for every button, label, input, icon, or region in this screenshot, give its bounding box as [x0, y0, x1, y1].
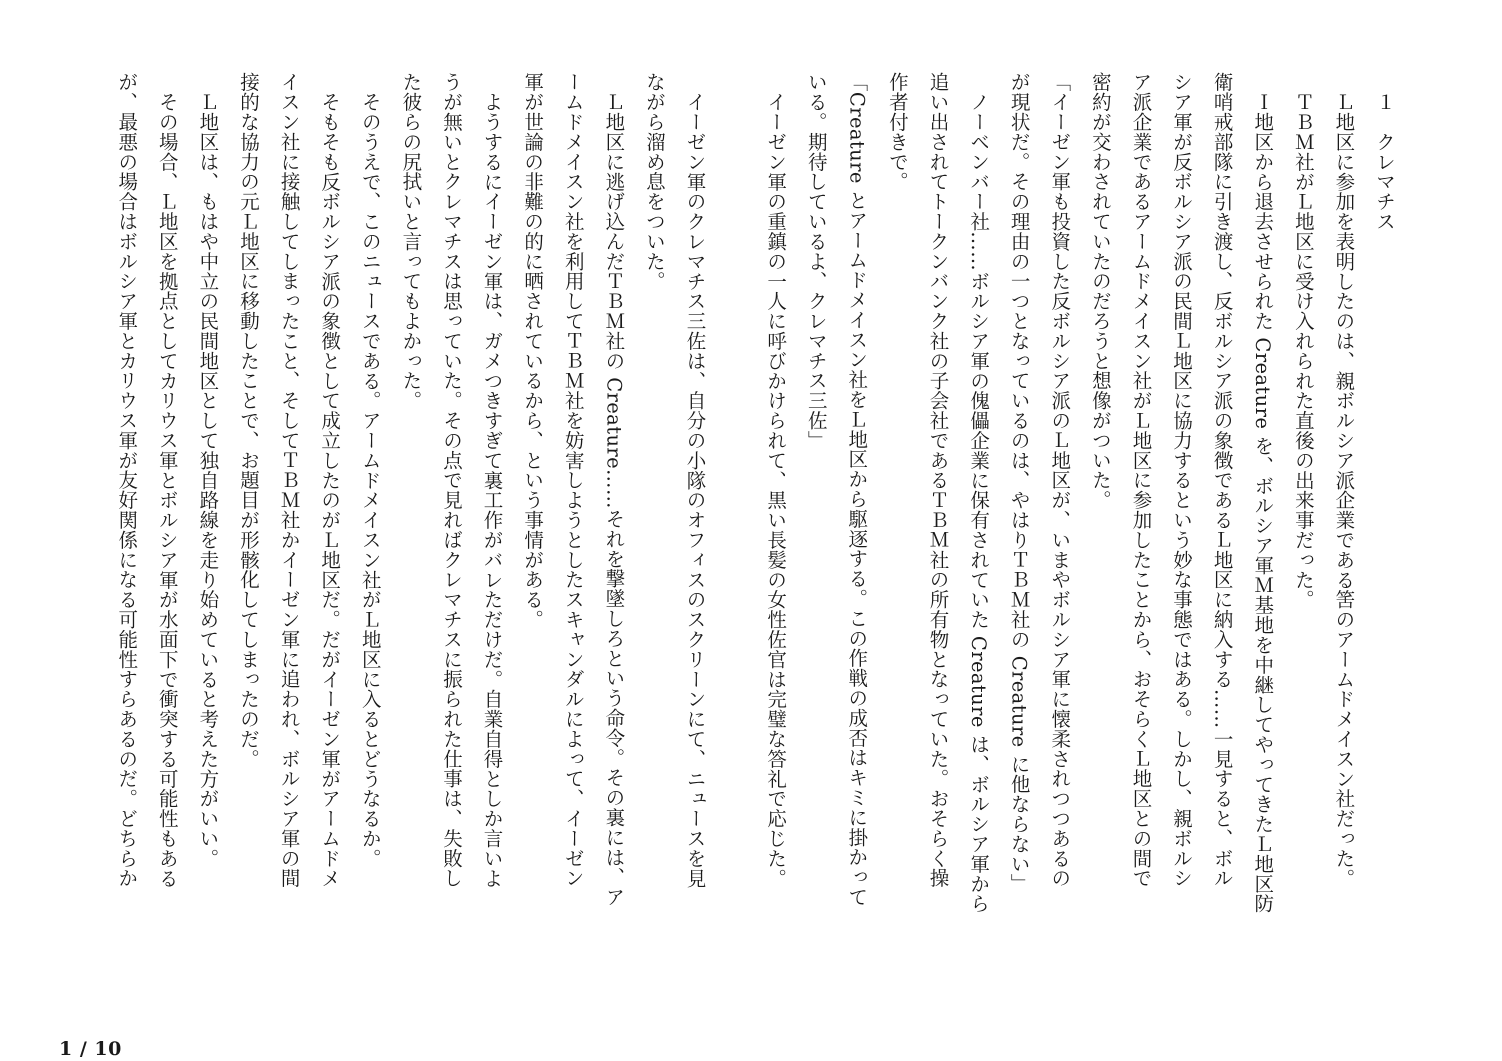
text-line: が現状だ。その理由の一つとなっているのは、やはりＴＢＭ社の Creature に他ならない」	[1007, 72, 1031, 894]
text-line: Ｉ地区から退去させられた Creature を、ボルシア軍Ｍ基地を中継してやってきたＬ地区防	[1251, 91, 1275, 913]
text-line: た彼らの尻拭いと言ってもよかった。	[399, 72, 423, 411]
text-line: が、最悪の場合はボルシア軍とカリウス軍が友好関係になる可能性すらあるのだ。どちらか	[115, 72, 139, 888]
text-line: ームドメイスン社を利用してＴＢＭ社を妨害しようとしたスキャンダルによって、イーゼン	[561, 72, 585, 888]
page-number: 1 / 10	[59, 1038, 122, 1060]
text-line: そもそも反ボルシア派の象徴として成立したのがＬ地区だ。だがイーゼン軍がアームドメ	[318, 91, 342, 888]
text-line: ノーベンバー社……ボルシア軍の傀儡企業に保有されていた Creature は、ボルシア軍から	[967, 91, 991, 913]
text-line: シア軍が反ボルシア派の民間Ｌ地区に協力するという妙な事態ではある。しかし、親ボルシ	[1170, 72, 1194, 888]
text-line: ＴＢＭ社がＬ地区に受け入れられた直後の出来事だった。	[1291, 91, 1315, 609]
dialogue-line: 「Creature とアームドメイスン社をＬ地区から駆逐する。この作戦の成否はキミに掛かって	[845, 72, 869, 907]
text-line: Ｌ地区に逃げ込んだＴＢＭ社の Creature……それを撃墜しろという命令。その裏には、ア	[602, 91, 626, 907]
text-line: ア派企業であるアームドメイスン社がＬ地区に参加したことから、おそらくＬ地区との間で	[1129, 72, 1153, 888]
text-line: 接的な協力の元Ｌ地区に移動したことで、お題目が形骸化してしまったのだ。	[236, 72, 260, 769]
text-line: 密約が交わされていたのだろうと想像がついた。	[1088, 72, 1112, 510]
vertical-text-body	[64, 72, 1404, 1012]
text-line: イーゼン軍の重鎮の一人に呼びかけられて、黒い長髪の女性佐官は完璧な答礼で応じた。	[764, 91, 788, 888]
text-line: イスン社に接触してしまったこと、そしてＴＢＭ社かイーゼン軍に追われ、ボルシア軍の間	[277, 72, 301, 888]
text-line: いる。期待しているよ、クレマチス三佐」	[804, 72, 828, 451]
text-line: 軍が世論の非難の的に晒されているから、という事情がある。	[521, 72, 545, 630]
text-line: ながら溜め息をついた。	[642, 72, 666, 291]
text-line: Ｌ地区は、もはや中立の民間地区として独自路線を走り始めていると考えた方がいい。	[196, 91, 220, 868]
blank-line	[715, 72, 755, 1012]
text-line: 追い出されてトークンバンク社の子会社であるＴＢＭ社の所有物となっていた。おそらく操	[926, 72, 950, 888]
text-line: うが無いとクレマチスは思っていた。その点で見ればクレマチスに振られた仕事は、失敗し	[439, 72, 463, 888]
text-line: そのうえで、このニュースである。アームドメイスン社がＬ地区に入るとどうなるか。	[358, 91, 382, 868]
chapter-title: １ クレマチス	[1373, 72, 1396, 232]
text-line: 作者付きで。	[885, 72, 909, 192]
text-line: 衛哨戒部隊に引き渡し、反ボルシア派の象徴であるＬ地区に納入する……一見すると、ボル	[1210, 72, 1234, 888]
text-line: Ｌ地区に参加を表明したのは、親ボルシア派企業である筈のアームドメイスン社だった。	[1332, 91, 1356, 888]
dialogue-line: 「イーゼン軍も投資した反ボルシア派のＬ地区が、いまやボルシア軍に懐柔されつつあるの	[1048, 72, 1072, 888]
text-line: イーゼン軍のクレマチス三佐は、自分の小隊のオフィスのスクリーンにて、ニュースを見	[683, 91, 707, 888]
text-line: その場合、Ｌ地区を拠点としてカリウス軍とボルシア軍が水面下で衝突する可能性もある	[155, 91, 179, 888]
text-line: ようするにイーゼン軍は、ガメつきすぎて裏工作がバレただけだ。自業自得としか言いよ	[480, 91, 504, 888]
